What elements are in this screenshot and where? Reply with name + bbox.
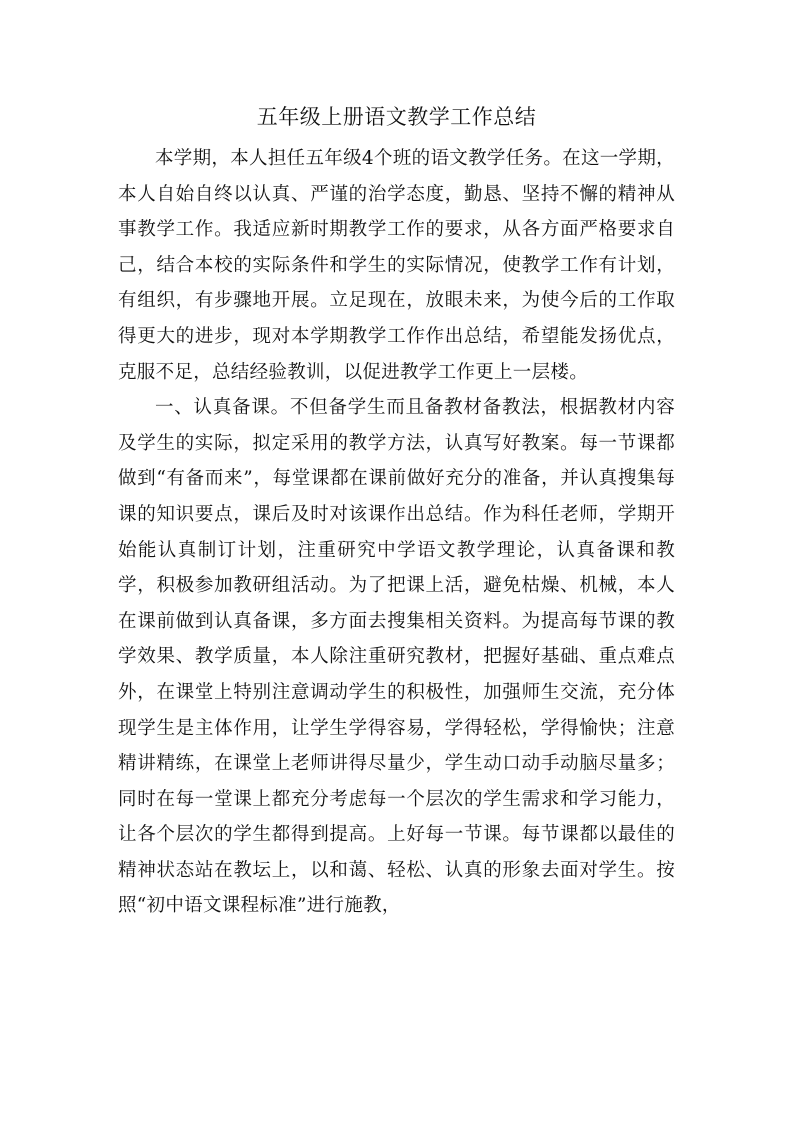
document-title: 五年级上册语文教学工作总结 [256,105,537,129]
paragraph-intro: 本学期，本人担任五年级4个班的语文教学任务。在这一学期，本人自始自终以认真、严谨的治学态度，勤恳、坚持不懈的精神从事教学工作。我适应新时期教学工作的要求，从各方面严格要求自己，结合本校的实际条件和学生的实际情况，使教学工作有计划，有组织，有步骤地开展。立足现在，放眼未来，为使今后的工作取得更大的进步，现对本学期教学工作作出总结，希望能发扬优点，克服不足，总结经验教训，以促进教学工作更上一层楼。 [118,148,675,383]
paragraph-lesson-preparation: 一、认真备课。不但备学生而且备教材备教法，根据教材内容及学生的实际，拟定采用的教学方法，认真写好教案。每一节课都做到“有备而来”，每堂课都在课前做好充分的准备，并认真搜集每课的知识要点，课后及时对该课作出总结。作为科任老师，学期开始能认真制订计划，注重研究中学语文教学理论，认真备课和教学，积极参加教研组活动。为了把课上活，避免枯燥、机械，本人在课前做到认真备课，多方面去搜集相关资料。为提高每节课的教学效果、教学质量，本人除注重研究教材，把握好基础、重点难点外，在课堂上特别注意调动学生的积极性，加强师生交流，充分体现学生是主体作用，让学生学得容易，学得轻松，学得愉快；注意精讲精练，在课堂上老师讲得尽量少，学生动口动手动脑尽量多；同时在每一堂课上都充分考虑每一个层次的学生需求和学习能力，让各个层次的学生都得到提高。上好每一节课。每节课都以最佳的精神状态站在教坛上，以和蔼、轻松、认真的形象去面对学生。按照“初中语文课程标准”进行施教， [118,397,675,917]
document-body [118,141,675,924]
